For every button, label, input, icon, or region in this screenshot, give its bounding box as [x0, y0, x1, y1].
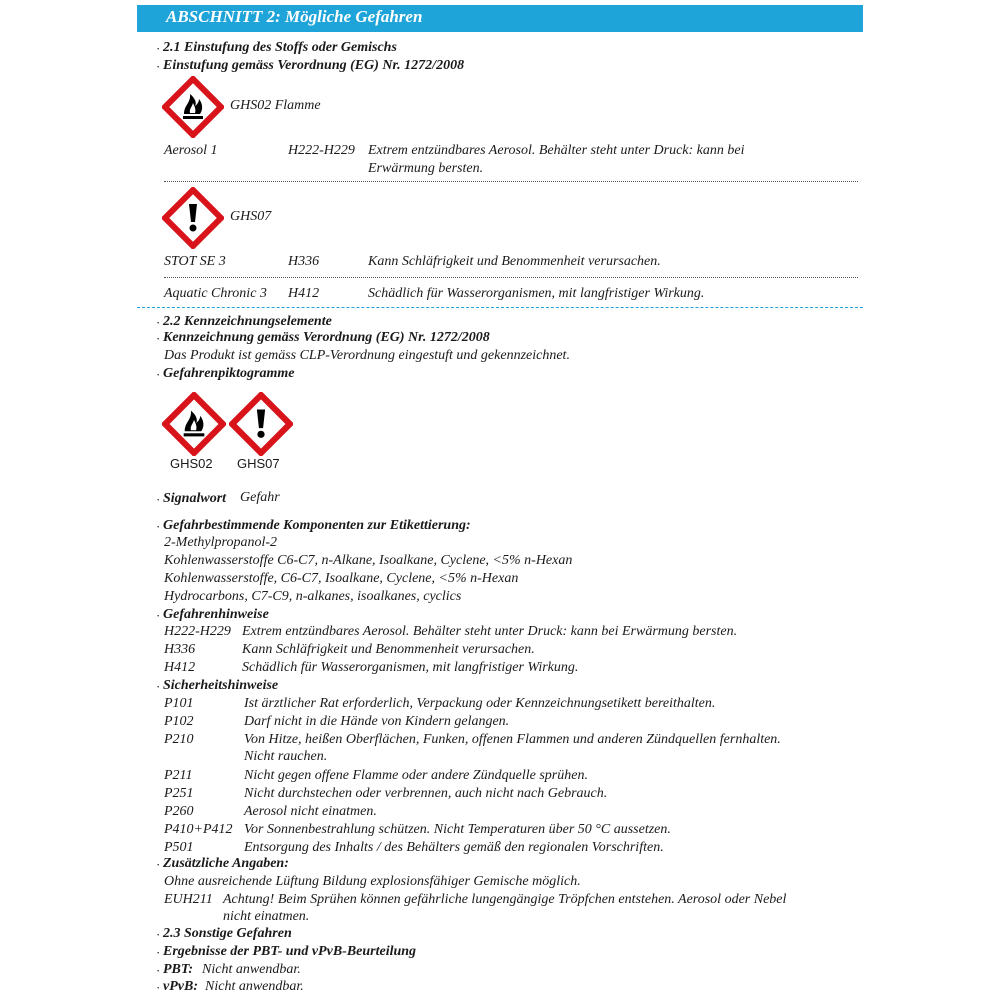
precaution-code: P251	[164, 786, 194, 801]
precaution-code: P210	[164, 732, 194, 747]
precaution-code: P211	[164, 768, 193, 783]
precaution-text: Ist ärztlicher Rat erforderlich, Verpackung oder Kennzeichnungsetikett bereithalten.	[244, 696, 716, 711]
group2-row2-class: Aquatic Chronic 3	[164, 286, 267, 301]
pictograms-heading: Gefahrenpiktogramme	[163, 366, 295, 381]
precautions-heading: Sicherheitshinweise	[163, 678, 279, 693]
section-title: ABSCHNITT 2: Mögliche Gefahren	[166, 7, 423, 26]
pbt-label: PBT:	[163, 962, 194, 977]
precaution-code: P260	[164, 804, 194, 819]
precaution-text: Nicht gegen offene Flamme oder andere Zündquelle sprühen.	[244, 768, 588, 783]
precaution-text: Entsorgung des Inhalts / des Behälters gemäß den regionalen Vorschriften.	[244, 840, 664, 855]
group1-label: GHS02 Flamme	[230, 98, 321, 113]
vpvb-value: Nicht anwendbar.	[205, 979, 304, 994]
s22-note: Das Produkt ist gemäss CLP-Verordnung eingestuft und gekennzeichnet.	[164, 348, 570, 363]
precaution-code: P410+P412	[164, 822, 233, 837]
group2-row2-text: Schädlich für Wasserorganismen, mit langfristiger Wirkung.	[368, 286, 705, 301]
hazard-code: H412	[164, 660, 196, 675]
group-divider	[164, 181, 858, 182]
group2-label: GHS07	[230, 209, 272, 224]
component-item: Hydrocarbons, C7-C9, n-alkanes, isoalkanes, cyclics	[164, 589, 462, 604]
euh-code: EUH211	[164, 892, 213, 907]
group1-row1-code: H222-H229	[288, 143, 355, 158]
precaution-code: P102	[164, 714, 194, 729]
group1-row1-text: Extrem entzündbares Aerosol. Behälter steht unter Druck: kann bei	[368, 143, 745, 158]
group2-row1-text: Kann Schläfrigkeit und Benommenheit verursachen.	[368, 254, 661, 269]
hazard-text: Schädlich für Wasserorganismen, mit langfristiger Wirkung.	[242, 660, 579, 675]
group2-row1-code: H336	[288, 254, 320, 269]
sds-section-2: ABSCHNITT 2: Mögliche Gefahren · 2.1 Einstufung des Stoffs oder Gemischs · Einstufung gemäss Verordnung (EG) Nr. 1272/2008 GHS02 Flamme Aerosol 1 H222-H229 Extrem entzündbares Aerosol. Behälter steht unter Druck: kann bei Erwärmung bersten. GHS07 STOT SE 3 H336 Kann Schläfrigkeit und Benommenheit verursachen. Aquatic Chronic 3 H412 Schädlich für Wasserorganismen, mit langfristiger Wirkung. · 2.2 Kennzeichnungselemente · Kennzeichnung gemäss Verordnung (EG) Nr. 1272/2008 Das Produkt ist gemäss CLP-Verordnung eingestuft und gekennzeichnet. · Gefahrenpiktogramme GHS02 GHS07 · Signalwort Gefahr · Gefahrbestimmende Komponenten zur Etikettierung: 2-Methylpropanol-2 Kohlenwasserstoffe C6-C7, n-Alkane, Isoalkane, Cyclene, <5% n-Hexan Kohlenwasserstoffe, C6-C7, Isoalkane, Cyclene, <5% n-Hexan Hydrocarbons, C7-C9, n-alkanes, isoalkanes, cyclics · Gefahrenhinweise H222-H229 Extrem entzündbares Aerosol. Behälter steht unter Druck: kann bei Erwärmung bersten. H336 Kann Schläfrigkeit und Benommenheit verursachen. H412 Schädlich für Wasserorganismen, mit langfristiger Wirkung. · Sicherheitshinweise P101 Ist ärztlicher Rat erforderlich, Verpackung oder Kennzeichnungsetikett bereithalten. P102 Darf nicht in die Hände von Kindern gelangen. P210 Von Hitze, heißen Oberflächen, Funken, offenen Flammen und anderen Zündquellen fernhalten. Nicht rauchen. P211 Nicht gegen offene Flamme oder andere Zündquelle sprühen. P251 Nicht durchstechen oder verbrennen, auch nicht nach Gebrauch. P260 Aerosol nicht einatmen. P410+P412 Vor Sonnenbestrahlung schützen. Nicht Temperaturen über 50 °C aussetzen. P501 Entsorgung des Inhalts / des Behälters gemäß den regionalen Vorschriften. · Zusätzliche Angaben: Ohne ausreichende Lüftung Bildung explosionsfähiger Gemische möglich. EUH211 Achtung! Beim Sprühen können gefährliche lungengängige Tröpfchen entstehen. Aerosol oder Nebel nicht einatmen. · 2.3 Sonstige Gefahren · Ergebnisse der PBT- und vPvB-Beurteilung · PBT: Nicht anwendbar. · vPvB: Nicht anwendbar.	[0, 0, 1000, 1000]
s21-subheading: Einstufung gemäss Verordnung (EG) Nr. 1272/2008	[163, 58, 465, 73]
extra-line: Ohne ausreichende Lüftung Bildung explosionsfähiger Gemische möglich.	[164, 874, 581, 889]
euh-text: Achtung! Beim Sprühen können gefährliche lungengängige Tröpfchen entstehen. Aerosol oder Nebel	[223, 892, 787, 907]
pbt-heading: Ergebnisse der PBT- und vPvB-Beurteilung	[163, 944, 417, 959]
hazard-text: Extrem entzündbares Aerosol. Behälter steht unter Druck: kann bei Erwärmung bersten.	[242, 624, 738, 639]
s22-subheading: Kennzeichnung gemäss Verordnung (EG) Nr. 1272/2008	[163, 330, 490, 345]
hazard-code: H222-H229	[164, 624, 231, 639]
group1-row1-text-cont: Erwärmung bersten.	[368, 161, 484, 176]
vpvb-label: vPvB:	[163, 979, 198, 994]
signal-value: Gefahr	[240, 490, 280, 505]
s21-heading: 2.1 Einstufung des Stoffs oder Gemischs	[163, 40, 397, 55]
extra-heading: Zusätzliche Angaben:	[163, 856, 289, 871]
component-item: Kohlenwasserstoffe, C6-C7, Isoalkane, Cyclene, <5% n-Hexan	[164, 571, 519, 586]
precaution-text: Von Hitze, heißen Oberflächen, Funken, offenen Flammen und anderen Zündquellen fernhalten.	[244, 732, 781, 747]
precaution-code: P501	[164, 840, 194, 855]
pbt-value: Nicht anwendbar.	[202, 962, 301, 977]
hazards-heading: Gefahrenhinweise	[163, 607, 269, 622]
components-heading: Gefahrbestimmende Komponenten zur Etikettierung:	[163, 518, 471, 533]
hazard-text: Kann Schläfrigkeit und Benommenheit verursachen.	[242, 642, 535, 657]
precaution-text: Nicht durchstechen oder verbrennen, auch nicht nach Gebrauch.	[244, 786, 608, 801]
group1-row1-class: Aerosol 1	[164, 143, 218, 158]
exclamation-icon	[162, 187, 224, 249]
signal-label: Signalwort	[163, 491, 227, 506]
exclamation-icon	[229, 392, 293, 456]
section-divider	[137, 307, 863, 308]
group2-row2-code: H412	[288, 286, 320, 301]
pictogram-label-ghs07: GHS07	[237, 456, 280, 471]
precaution-text: Darf nicht in die Hände von Kindern gelangen.	[244, 714, 510, 729]
component-item: 2-Methylpropanol-2	[164, 535, 278, 550]
hazard-code: H336	[164, 642, 196, 657]
pictogram-label-ghs02: GHS02	[170, 456, 213, 471]
group2-row1-class: STOT SE 3	[164, 254, 226, 269]
row-divider	[164, 277, 858, 278]
euh-text-cont: nicht einatmen.	[223, 909, 310, 924]
flame-icon	[162, 392, 226, 456]
s23-heading: 2.3 Sonstige Gefahren	[163, 926, 292, 941]
component-item: Kohlenwasserstoffe C6-C7, n-Alkane, Isoalkane, Cyclene, <5% n-Hexan	[164, 553, 573, 568]
s22-heading: 2.2 Kennzeichnungselemente	[163, 314, 332, 329]
precaution-text: Aerosol nicht einatmen.	[244, 804, 377, 819]
flame-icon	[162, 76, 224, 138]
precaution-code: P101	[164, 696, 194, 711]
precaution-text-cont: Nicht rauchen.	[244, 749, 328, 764]
precaution-text: Vor Sonnenbestrahlung schützen. Nicht Temperaturen über 50 °C aussetzen.	[244, 822, 671, 837]
